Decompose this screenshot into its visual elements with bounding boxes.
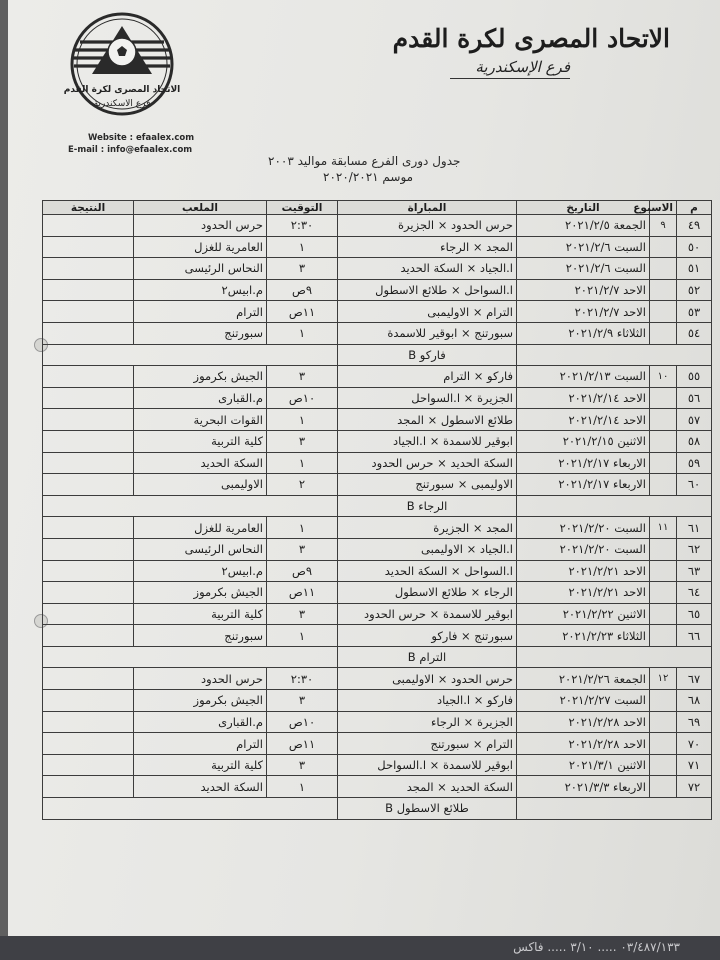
venue-cell: سبورتنج <box>134 322 267 344</box>
result-cell <box>43 452 134 474</box>
result-cell <box>43 560 134 582</box>
match-cell: حرس الحدود × الاوليمبى <box>338 668 517 690</box>
venue-cell: م.القبارى <box>134 711 267 733</box>
branch-title: فرع الإسكندرية <box>475 58 570 76</box>
match-cell: سبورتنج × فاركو <box>338 625 517 647</box>
match-number-cell: ٤٩ <box>677 215 712 237</box>
venue-cell: كلية التربية <box>134 603 267 625</box>
match-number-cell: ٧٢ <box>677 776 712 798</box>
week-cell: ١٢ <box>650 668 677 690</box>
table-row <box>43 301 712 323</box>
week-cell <box>650 776 677 798</box>
result-cell <box>43 690 134 712</box>
week-cell: ٩ <box>650 215 677 237</box>
time-cell: ١٠ص <box>267 711 338 733</box>
bye-team-cell: طلائع الاسطول B <box>338 798 517 820</box>
week-cell <box>650 603 677 625</box>
bye-row <box>43 646 712 668</box>
header-result: النتيجة <box>43 201 134 215</box>
date-cell: السبت ٢٠٢١/٢/٦ <box>517 236 650 258</box>
venue-cell: النحاس الرئيسى <box>134 538 267 560</box>
date-cell: الاثنين ٢٠٢١/٢/١٥ <box>517 430 650 452</box>
venue-cell: سبورتنج <box>134 625 267 647</box>
match-number-cell: ٥٧ <box>677 409 712 431</box>
week-cell <box>650 322 677 344</box>
date-cell: الثلاثاء ٢٠٢١/٢/٩ <box>517 322 650 344</box>
venue-cell: كلية التربية <box>134 430 267 452</box>
week-cell <box>650 538 677 560</box>
week-cell <box>650 582 677 604</box>
table-row <box>43 236 712 258</box>
venue-cell: النحاس الرئيسى <box>134 258 267 280</box>
table-row <box>43 387 712 409</box>
time-cell: ١٠ص <box>267 387 338 409</box>
week-cell: ١١ <box>650 517 677 539</box>
week-cell <box>650 711 677 733</box>
result-cell <box>43 776 134 798</box>
date-cell: الاربعاء ٢٠٢١/٣/٣ <box>517 776 650 798</box>
result-cell <box>43 517 134 539</box>
bye-spacer <box>43 646 338 668</box>
time-cell: ١ <box>267 776 338 798</box>
match-number-cell: ٥٢ <box>677 279 712 301</box>
time-cell: ١١ص <box>267 733 338 755</box>
date-cell: الاحد ٢٠٢١/٢/٧ <box>517 301 650 323</box>
venue-cell: حرس الحدود <box>134 668 267 690</box>
table-row <box>43 538 712 560</box>
schedule-body <box>43 215 712 820</box>
table-row <box>43 474 712 496</box>
match-number-cell: ٦٩ <box>677 711 712 733</box>
result-cell <box>43 366 134 388</box>
match-cell: ابوقير للاسمدة × ا.الجياد <box>338 430 517 452</box>
table-row <box>43 409 712 431</box>
date-cell: الجمعة ٢٠٢١/٢/٥ <box>517 215 650 237</box>
time-cell: ١ <box>267 517 338 539</box>
bye-spacer <box>43 495 338 517</box>
venue-cell: كلية التربية <box>134 754 267 776</box>
time-cell: ١ <box>267 236 338 258</box>
table-row <box>43 625 712 647</box>
table-row <box>43 582 712 604</box>
match-cell: حرس الحدود × الجزيرة <box>338 215 517 237</box>
match-cell: ا.الجياد × الاوليمبى <box>338 538 517 560</box>
date-cell: الاحد ٢٠٢١/٢/١٤ <box>517 387 650 409</box>
week-cell <box>650 301 677 323</box>
venue-cell: العامرية للغزل <box>134 236 267 258</box>
date-cell: الثلاثاء ٢٠٢١/٢/٢٣ <box>517 625 650 647</box>
result-cell <box>43 668 134 690</box>
time-cell: ٢:٣٠ <box>267 215 338 237</box>
bye-row <box>43 495 712 517</box>
match-cell: المجد × الرجاء <box>338 236 517 258</box>
venue-cell: حرس الحدود <box>134 215 267 237</box>
table-row <box>43 430 712 452</box>
venue-cell: الجيش بكرموز <box>134 366 267 388</box>
result-cell <box>43 754 134 776</box>
result-cell <box>43 387 134 409</box>
date-cell: السبت ٢٠٢١/٢/٢٠ <box>517 517 650 539</box>
date-cell: السبت ٢٠٢١/٢/٢٧ <box>517 690 650 712</box>
match-cell: ا.الجياد × السكة الحديد <box>338 258 517 280</box>
header-time: التوقيت <box>267 201 338 215</box>
date-cell: الاثنين ٢٠٢١/٣/١ <box>517 754 650 776</box>
match-cell: الترام × الاوليمبى <box>338 301 517 323</box>
match-number-cell: ٦٣ <box>677 560 712 582</box>
match-number-cell: ٦٨ <box>677 690 712 712</box>
week-cell <box>650 409 677 431</box>
time-cell: ١١ص <box>267 582 338 604</box>
table-row <box>43 668 712 690</box>
header-venue: الملعب <box>134 201 267 215</box>
time-cell: ٣ <box>267 603 338 625</box>
time-cell: ٣ <box>267 366 338 388</box>
result-cell <box>43 322 134 344</box>
branch-underline <box>450 78 570 79</box>
header-date: التاريخ <box>517 201 650 215</box>
date-cell: الاحد ٢٠٢١/٢/٢٨ <box>517 711 650 733</box>
date-cell: الاثنين ٢٠٢١/٢/٢٢ <box>517 603 650 625</box>
table-row <box>43 754 712 776</box>
bye-row <box>43 798 712 820</box>
match-number-cell: ٦٥ <box>677 603 712 625</box>
time-cell: ٣ <box>267 538 338 560</box>
table-row <box>43 279 712 301</box>
match-cell: فاركو × الترام <box>338 366 517 388</box>
match-number-cell: ٦٢ <box>677 538 712 560</box>
venue-cell: القوات البحرية <box>134 409 267 431</box>
match-number-cell: ٦٧ <box>677 668 712 690</box>
result-cell <box>43 733 134 755</box>
time-cell: ٢:٣٠ <box>267 668 338 690</box>
date-cell: الاحد ٢٠٢١/٢/٢١ <box>517 582 650 604</box>
result-cell <box>43 301 134 323</box>
match-number-cell: ٦٠ <box>677 474 712 496</box>
date-cell: السبت ٢٠٢١/٢/١٣ <box>517 366 650 388</box>
result-cell <box>43 236 134 258</box>
week-cell <box>650 733 677 755</box>
time-cell: ١ <box>267 409 338 431</box>
venue-cell: م.ابيس٢ <box>134 279 267 301</box>
table-row <box>43 258 712 280</box>
header-week: الاسبوع <box>650 201 677 215</box>
logo-text-line2: فرع الاسكندرية <box>93 99 151 109</box>
bye-spacer <box>43 344 338 366</box>
table-header-row <box>43 201 712 215</box>
venue-cell: الجيش بكرموز <box>134 690 267 712</box>
match-number-cell: ٥٨ <box>677 430 712 452</box>
table-row <box>43 517 712 539</box>
time-cell: ٩ص <box>267 279 338 301</box>
association-title: الاتحاد المصرى لكرة القدم <box>392 24 670 53</box>
match-cell: الجزيرة × الرجاء <box>338 711 517 733</box>
table-row <box>43 776 712 798</box>
week-cell <box>650 279 677 301</box>
result-cell <box>43 538 134 560</box>
week-cell <box>650 474 677 496</box>
match-number-cell: ٦١ <box>677 517 712 539</box>
result-cell <box>43 258 134 280</box>
document-title: جدول دورى الفرع مسابقة مواليد ٢٠٠٣ <box>268 154 461 168</box>
match-cell: المجد × الجزيرة <box>338 517 517 539</box>
match-number-cell: ٧١ <box>677 754 712 776</box>
match-cell: الاوليمبى × سبورتنج <box>338 474 517 496</box>
week-cell: ١٠ <box>650 366 677 388</box>
date-cell: الاربعاء ٢٠٢١/٢/١٧ <box>517 474 650 496</box>
table-row <box>43 560 712 582</box>
date-cell: الاحد ٢٠٢١/٢/٢١ <box>517 560 650 582</box>
venue-cell: الترام <box>134 733 267 755</box>
table-row <box>43 690 712 712</box>
time-cell: ٣ <box>267 430 338 452</box>
match-cell: سبورتنج × ابوقير للاسمدة <box>338 322 517 344</box>
match-cell: الترام × سبورتنج <box>338 733 517 755</box>
week-cell <box>650 387 677 409</box>
match-cell: ابوقير للاسمدة × حرس الحدود <box>338 603 517 625</box>
table-row <box>43 366 712 388</box>
table-row <box>43 452 712 474</box>
document-sheet <box>8 0 720 936</box>
table-row <box>43 322 712 344</box>
date-cell: الاحد ٢٠٢١/٢/١٤ <box>517 409 650 431</box>
result-cell <box>43 215 134 237</box>
match-cell: فاركو × ا.الجياد <box>338 690 517 712</box>
date-cell: السبت ٢٠٢١/٢/٢٠ <box>517 538 650 560</box>
bye-spacer <box>517 646 712 668</box>
week-cell <box>650 430 677 452</box>
efa-alexandria-logo <box>60 12 184 126</box>
header-match: المباراة <box>338 201 517 215</box>
week-cell <box>650 258 677 280</box>
bye-spacer <box>517 798 712 820</box>
match-cell: ا.السواحل × السكة الحديد <box>338 560 517 582</box>
match-number-cell: ٥١ <box>677 258 712 280</box>
venue-cell: السكة الحديد <box>134 776 267 798</box>
bye-team-cell: فاركو B <box>338 344 517 366</box>
date-cell: السبت ٢٠٢١/٢/٦ <box>517 258 650 280</box>
header-num: م <box>677 201 712 215</box>
week-cell <box>650 452 677 474</box>
date-cell: الجمعة ٢٠٢١/٢/٢٦ <box>517 668 650 690</box>
time-cell: ٢ <box>267 474 338 496</box>
website-text[interactable]: Website : efaalex.com <box>88 133 195 143</box>
match-number-cell: ٦٤ <box>677 582 712 604</box>
table-row <box>43 733 712 755</box>
match-cell: الجزيرة × ا.السواحل <box>338 387 517 409</box>
week-cell <box>650 560 677 582</box>
time-cell: ٣ <box>267 754 338 776</box>
result-cell <box>43 409 134 431</box>
venue-cell: السكة الحديد <box>134 452 267 474</box>
venue-cell: م.ابيس٢ <box>134 560 267 582</box>
bye-row <box>43 344 712 366</box>
match-cell: السكة الحديد × حرس الحدود <box>338 452 517 474</box>
match-number-cell: ٦٦ <box>677 625 712 647</box>
footer-text: ٠٣/٤٨٧/١٣٣ ..... ٣/١٠ ..... فاكس <box>513 940 680 954</box>
result-cell <box>43 582 134 604</box>
schedule-table <box>42 200 712 820</box>
venue-cell: الاوليمبى <box>134 474 267 496</box>
result-cell <box>43 625 134 647</box>
email-text[interactable]: E-mail : info@efaalex.com <box>68 145 193 155</box>
bye-spacer <box>43 798 338 820</box>
result-cell <box>43 430 134 452</box>
match-cell: الرجاء × طلائع الاسطول <box>338 582 517 604</box>
result-cell <box>43 474 134 496</box>
bye-team-cell: الترام B <box>338 646 517 668</box>
logo-text-line1: الاتحاد المصرى لكرة القدم <box>63 85 181 95</box>
venue-cell: الترام <box>134 301 267 323</box>
time-cell: ١ <box>267 322 338 344</box>
bye-spacer <box>517 495 712 517</box>
document-season: موسم ٢٠٢٠/٢٠٢١ <box>323 170 414 184</box>
match-number-cell: ٥٣ <box>677 301 712 323</box>
result-cell <box>43 603 134 625</box>
date-cell: الاحد ٢٠٢١/٢/٢٨ <box>517 733 650 755</box>
match-cell: السكة الحديد × المجد <box>338 776 517 798</box>
week-cell <box>650 690 677 712</box>
time-cell: ١١ص <box>267 301 338 323</box>
venue-cell: الجيش بكرموز <box>134 582 267 604</box>
week-cell <box>650 754 677 776</box>
match-number-cell: ٥٦ <box>677 387 712 409</box>
date-cell: الاحد ٢٠٢١/٢/٧ <box>517 279 650 301</box>
match-cell: ا.السواحل × طلائع الاسطول <box>338 279 517 301</box>
time-cell: ٣ <box>267 258 338 280</box>
date-cell: الاربعاء ٢٠٢١/٢/١٧ <box>517 452 650 474</box>
time-cell: ٩ص <box>267 560 338 582</box>
bye-spacer <box>517 344 712 366</box>
week-cell <box>650 625 677 647</box>
match-number-cell: ٥٩ <box>677 452 712 474</box>
match-number-cell: ٥٤ <box>677 322 712 344</box>
table-row <box>43 603 712 625</box>
match-cell: ابوقير للاسمدة × ا.السواحل <box>338 754 517 776</box>
bye-team-cell: الرجاء B <box>338 495 517 517</box>
venue-cell: م.القبارى <box>134 387 267 409</box>
time-cell: ١ <box>267 625 338 647</box>
table-row <box>43 215 712 237</box>
match-number-cell: ٥٠ <box>677 236 712 258</box>
result-cell <box>43 279 134 301</box>
time-cell: ١ <box>267 452 338 474</box>
week-cell <box>650 236 677 258</box>
match-number-cell: ٧٠ <box>677 733 712 755</box>
footer-strip <box>0 936 720 960</box>
match-cell: طلائع الاسطول × المجد <box>338 409 517 431</box>
table-row <box>43 711 712 733</box>
result-cell <box>43 711 134 733</box>
match-number-cell: ٥٥ <box>677 366 712 388</box>
time-cell: ٣ <box>267 690 338 712</box>
venue-cell: العامرية للغزل <box>134 517 267 539</box>
